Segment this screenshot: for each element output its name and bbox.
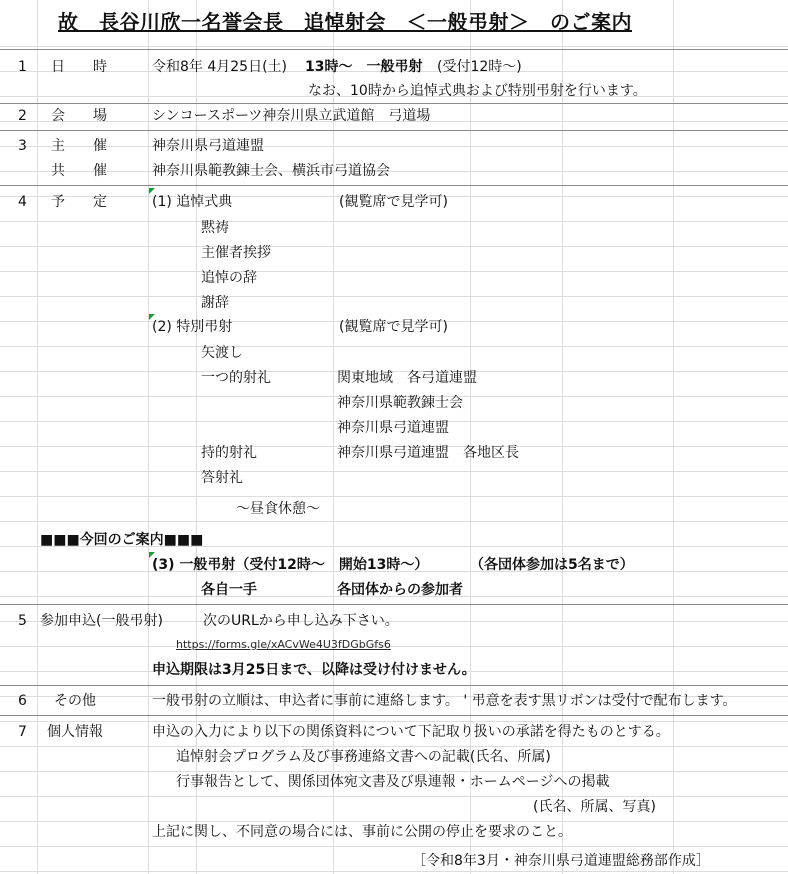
ceremony-item: 黙祷 bbox=[201, 220, 229, 236]
section-divider bbox=[0, 49, 788, 50]
document-footer: ［令和8年3月・神奈川県弓道連盟総務部作成］ bbox=[412, 853, 710, 869]
shooting-item: 持的射礼 bbox=[201, 445, 257, 461]
shooting-group: 神奈川県範教錬士会 bbox=[337, 395, 463, 411]
privacy-item: 追悼射会プログラム及び事務連絡文書への記載(氏名、所属) bbox=[176, 749, 551, 765]
apply-instruction: 次のURLから申し込み下さい。 bbox=[203, 613, 399, 629]
item-label-cohost: 共 催 bbox=[51, 163, 107, 179]
item-label-apply: 参加申込(一般弔射) bbox=[40, 613, 163, 629]
program-part-3-note: （各団体参加は5名まで） bbox=[470, 557, 634, 573]
date-value: 令和8年 4月25日(土) bbox=[152, 59, 288, 75]
shooting-item: 答射礼 bbox=[201, 470, 243, 486]
general-shooting-participants: 各団体からの参加者 bbox=[337, 582, 463, 598]
item-number: 3 bbox=[18, 138, 27, 154]
program-part-3: (3) 一般弔射（受付12時～ 開始13時～） bbox=[152, 557, 429, 573]
apply-deadline: 申込期限は3月25日まで、以降は受け付けません。 bbox=[152, 662, 476, 678]
ceremony-item: 謝辞 bbox=[201, 295, 229, 311]
shooting-item: 矢渡し bbox=[201, 345, 243, 361]
item-number: 6 bbox=[18, 693, 27, 709]
privacy-item: 行事報告として、関係団体宛文書及び県連報・ホームページへの掲載 bbox=[176, 774, 610, 790]
ceremony-item: 主催者挨拶 bbox=[201, 245, 271, 261]
privacy-item-detail: (氏名、所属、写真) bbox=[533, 799, 656, 815]
item-number: 2 bbox=[18, 108, 27, 124]
section-divider bbox=[0, 130, 788, 131]
notice-header: ■■■今回のご案内■■■ bbox=[40, 532, 204, 548]
host-value: 神奈川県弓道連盟 bbox=[152, 138, 264, 154]
program-part-1-note: (観覧席で見学可) bbox=[339, 194, 448, 210]
item-label-privacy: 個人情報 bbox=[47, 724, 103, 740]
page-title: 故 長谷川欣一名誉会長 追悼射会 ＜一般弔射＞ のご案内 bbox=[58, 10, 632, 34]
program-part-1: (1) 追悼式典 bbox=[152, 194, 233, 210]
item-label-date: 日 時 bbox=[51, 59, 107, 75]
section-divider bbox=[0, 715, 788, 716]
program-part-2-note: (観覧席で見学可) bbox=[339, 319, 448, 335]
item-label-schedule: 予 定 bbox=[51, 194, 107, 210]
venue-value: シンコースポーツ神奈川県立武道館 弓道場 bbox=[152, 108, 431, 124]
ceremony-item: 追悼の辞 bbox=[201, 270, 257, 286]
shooting-group: 神奈川県弓道連盟 各地区長 bbox=[337, 445, 519, 461]
item-number: 4 bbox=[18, 194, 27, 210]
item-label-other: その他 bbox=[54, 693, 96, 709]
item-number: 1 bbox=[18, 59, 27, 75]
section-divider bbox=[0, 103, 788, 104]
date-note: なお、10時から追悼式典および特別弔射を行います。 bbox=[308, 83, 647, 99]
privacy-consent: 申込の入力により以下の関係資料について下記取り扱いの承諾を得たものとする。 bbox=[152, 724, 670, 740]
item-label-host: 主 催 bbox=[51, 138, 107, 154]
shooting-group: 神奈川県弓道連盟 bbox=[337, 420, 449, 436]
section-divider bbox=[0, 185, 788, 186]
lunch-break: ～昼食休憩～ bbox=[236, 501, 320, 517]
item-label-venue: 会 場 bbox=[51, 108, 107, 124]
program-part-2: (2) 特別弔射 bbox=[152, 319, 233, 335]
privacy-objection: 上記に関し、不同意の場合には、事前に公開の停止を要求のこと。 bbox=[152, 824, 572, 840]
shooting-group: 関東地域 各弓道連盟 bbox=[337, 370, 477, 386]
application-form-link[interactable]: https://forms.gle/xACvWe4U3fDGbGfs6 bbox=[176, 638, 391, 651]
date-reception-value: (受付12時～) bbox=[437, 59, 522, 75]
item-number: 7 bbox=[18, 724, 27, 740]
section-divider bbox=[0, 685, 788, 686]
date-time-value: 13時～ 一般弔射 bbox=[305, 59, 423, 75]
other-value: 一般弔射の立順は、申込者に事前に連絡します。 ' 弔意を表す黒リボンは受付で配布します。 bbox=[152, 693, 737, 709]
shooting-item: 一つ的射礼 bbox=[201, 370, 271, 386]
general-shooting-detail: 各自一手 bbox=[201, 582, 257, 598]
cohost-value: 神奈川県範教錬士会、横浜市弓道協会 bbox=[152, 163, 390, 179]
section-divider bbox=[0, 604, 788, 605]
item-number: 5 bbox=[18, 613, 27, 629]
